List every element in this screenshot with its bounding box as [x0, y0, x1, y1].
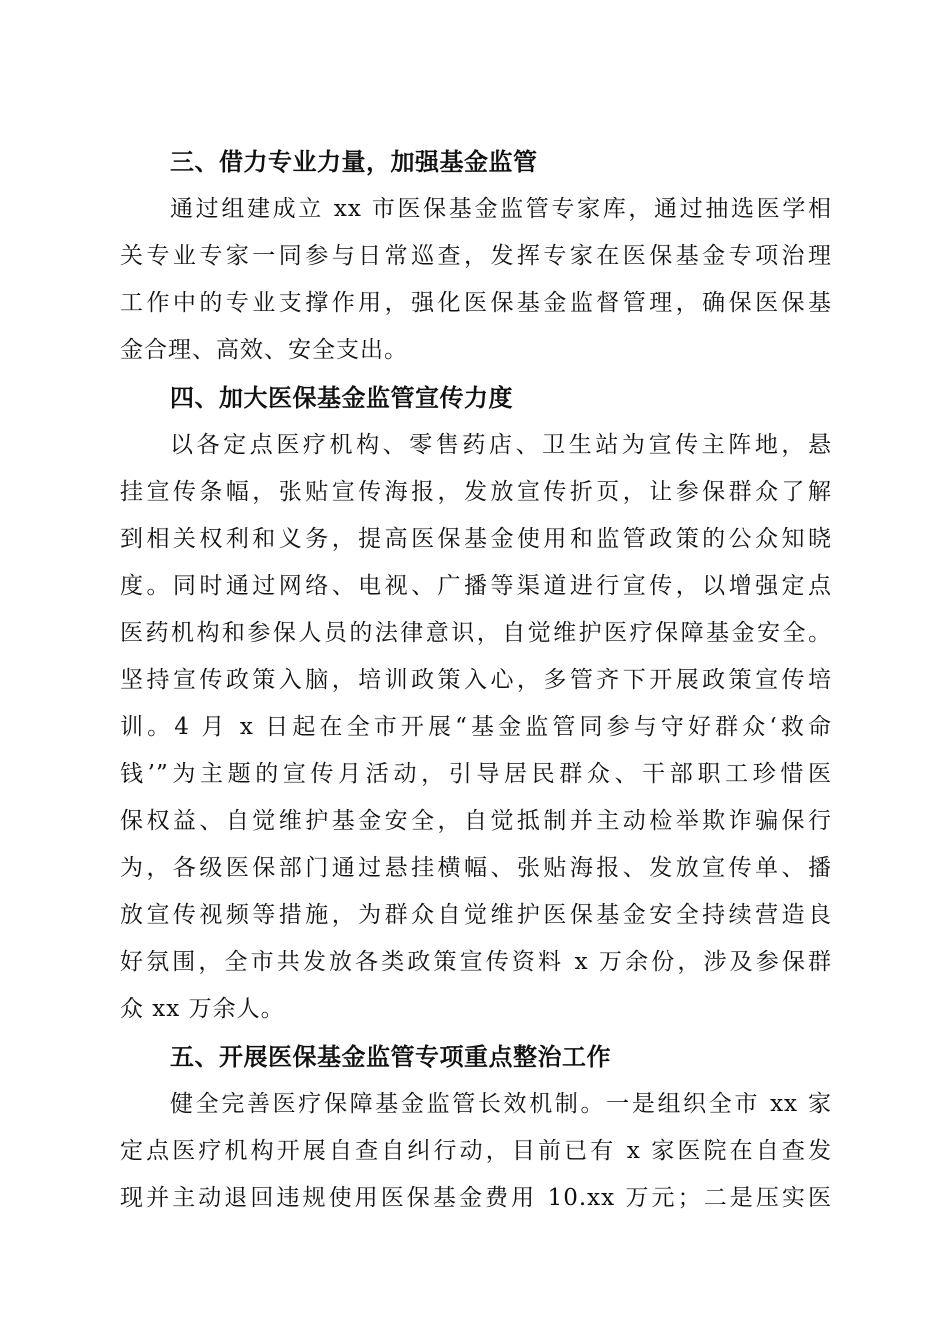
text-line: 通过组建成立 xx 市医保基金监管专家库，通过抽选医学相 [170, 196, 832, 222]
text-line: 训。4 月 x 日起在全市开展“基金监管同参与守好群众‘救命 [120, 714, 832, 740]
paragraph-special-rectification [120, 1081, 832, 1222]
text-line: 以各定点医疗机构、零售药店、卫生站为宣传主阵地，悬 [170, 432, 832, 458]
text-line: 好氛围，全市共发放各类政策宣传资料 x 万余份，涉及参保群 [120, 949, 832, 975]
text-line: 为，各级医保部门通过悬挂横幅、张贴海报、发放宣传单、播 [120, 855, 832, 881]
text-line: 定点医疗机构开展自查自纠行动，目前已有 x 家医院在自查发 [120, 1138, 832, 1164]
text-line: 健全完善医疗保障基金监管长效机制。一是组织全市 xx 家 [170, 1091, 832, 1117]
text-line: 坚持宣传政策入脑，培训政策入心，多管齐下开展政策宣传培 [120, 667, 832, 693]
text-line: 现并主动退回违规使用医保基金费用 10.xx 万元；二是压实医 [120, 1185, 832, 1211]
section-heading-3: 三、借力专业力量，加强基金监管 [170, 148, 538, 176]
paragraph-fund-supervision-experts [120, 186, 832, 374]
text-line: 挂宣传条幅，张贴宣传海报，发放宣传折页，让参保群众了解 [120, 479, 832, 505]
text-line: 众 xx 万余人。 [120, 996, 285, 1022]
section-heading-5: 五、开展医保基金监管专项重点整治工作 [170, 1043, 611, 1071]
text-line: 到相关权利和义务，提高医保基金使用和监管政策的公众知晓 [120, 526, 832, 552]
document-body [120, 138, 832, 1222]
text-line: 金合理、高效、安全支出。 [120, 337, 408, 363]
text-line: 工作中的专业支撑作用，强化医保基金监督管理，确保医保基 [120, 290, 832, 316]
text-line: 医药机构和参保人员的法律意识，自觉维护医疗保障基金安全。 [120, 620, 832, 646]
text-line: 度。同时通过网络、电视、广播等渠道进行宣传，以增强定点 [120, 573, 832, 599]
text-line: 钱’”为主题的宣传月活动，引导居民群众、干部职工珍惜医 [120, 761, 832, 787]
paragraph-publicity [120, 422, 832, 1033]
text-line: 放宣传视频等措施，为群众自觉维护医保基金安全持续营造良 [120, 902, 832, 928]
text-line: 保权益、自觉维护基金安全，自觉抵制并主动检举欺诈骗保行 [120, 808, 832, 834]
section-heading-4: 四、加大医保基金监管宣传力度 [170, 384, 513, 412]
text-line: 关专业专家一同参与日常巡查，发挥专家在医保基金专项治理 [120, 243, 832, 269]
